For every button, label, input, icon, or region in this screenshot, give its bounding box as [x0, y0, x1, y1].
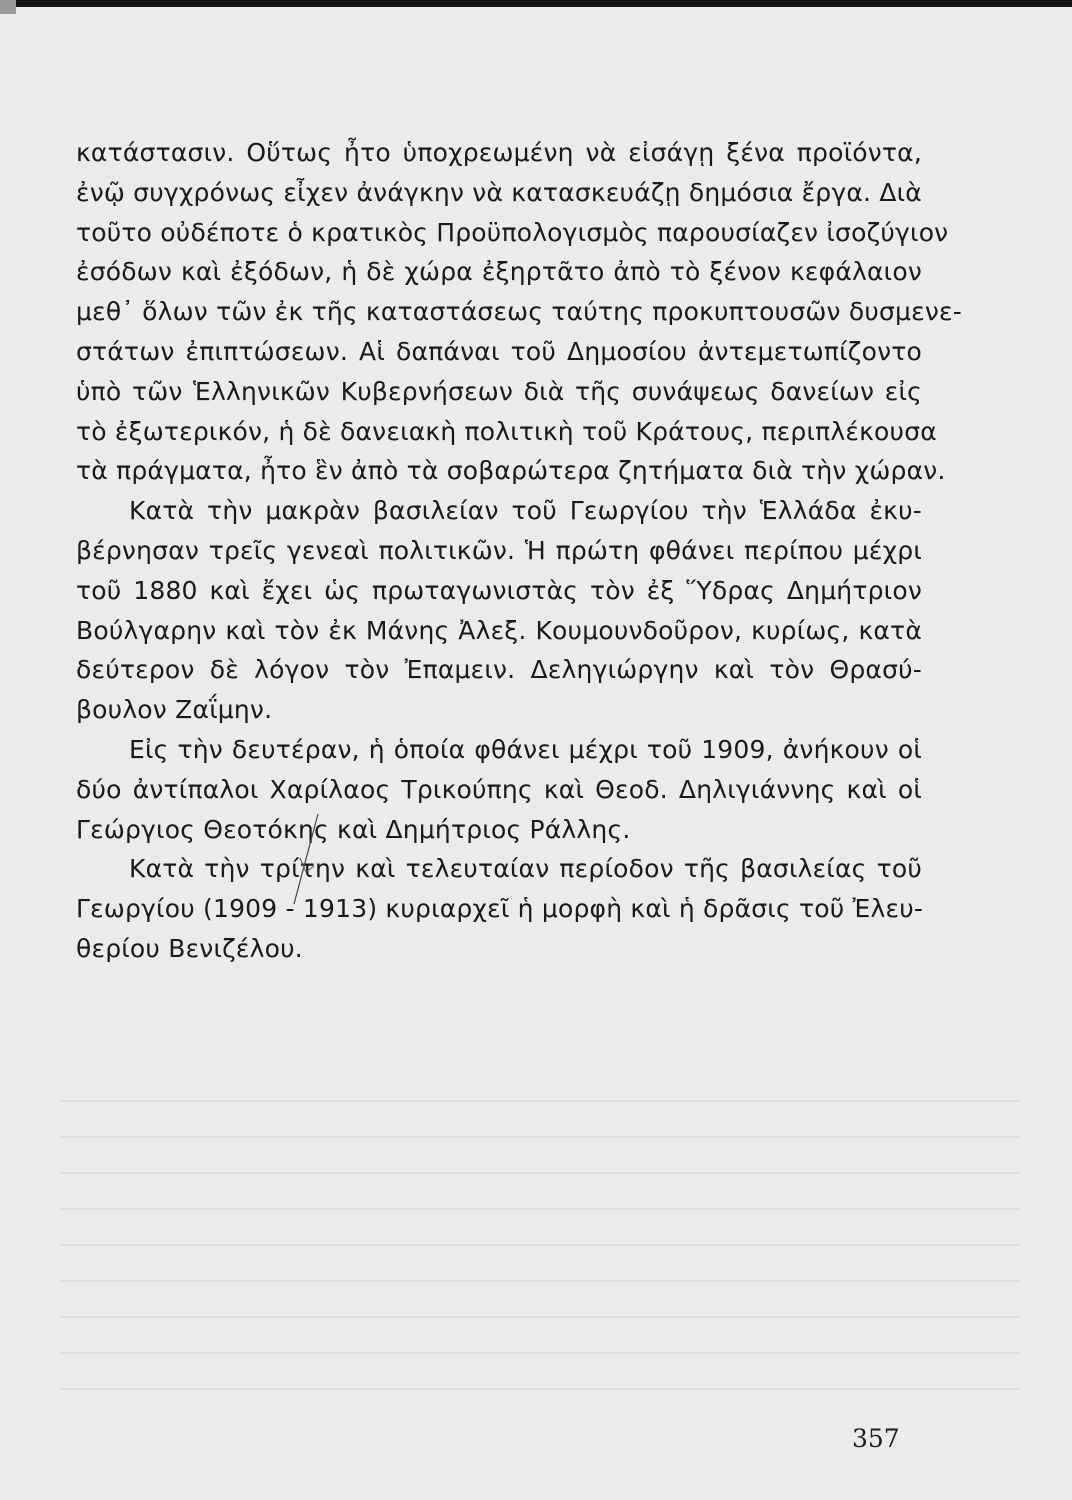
text-line: Γεωργίου (1909 - 1913) κυριαρχεῖ ἡ μορφὴ καὶ ἡ δρᾶσις τοῦ Ἐλευ- [76, 894, 924, 924]
text-line: κατάστασιν. Οὕτως ἦτο ὑποχρεωμένη νὰ εἰσάγῃ ξένα προϊόντα, [76, 138, 922, 167]
page-number: 357 [852, 1424, 900, 1453]
text-line: δύο ἀντίπαλοι Χαρίλαος Τρικούπης καὶ Θεοδ. Δηλιγιάννης καὶ οἱ [76, 774, 922, 804]
text-line: τοῦτο οὐδέποτε ὁ κρατικὸς Προϋπολογισμὸς παρουσίαζεν ἰσοζύγιον [76, 217, 949, 247]
text-line: Κατὰ τὴν τρίτην καὶ τελευταίαν περίοδον τῆς βασιλείας τοῦ [129, 854, 922, 884]
text-line: βέρνησαν τρεῖς γενεαὶ πολιτικῶν. Ἡ πρώτη φθάνει περίπου μέχρι [76, 535, 922, 565]
text-line: μεθ᾽ ὅλων τῶν ἐκ τῆς καταστάσεως ταύτης προκυπτουσῶν δυσμενε- [76, 297, 962, 327]
text-line: θερίου Βενιζέλου. [76, 933, 303, 963]
pencil-mark [280, 808, 360, 918]
text-line: τὰ πράγματα, ἦτο ἓν ἀπὸ τὰ σοβαρώτερα ζητήματα διὰ τὴν χώραν. [76, 456, 946, 486]
text-line: Κατὰ τὴν μακρὰν βασιλείαν τοῦ Γεωργίου τὴν Ἑλλάδα ἐκυ- [129, 496, 922, 526]
text-line: Εἰς τὴν δευτέραν, ἡ ὁποία φθάνει μέχρι τοῦ 1909, ἀνήκουν οἱ [129, 734, 922, 764]
text-line: τοῦ 1880 καὶ ἔχει ὡς πρωταγωνιστὰς τὸν ἐξ Ὕδρας Δημήτριον [76, 575, 922, 605]
text-line: Γεώργιος Θεοτόκης καὶ Δημήτριος Ράλλης. [76, 814, 631, 844]
bleed-through-shadow [60, 1100, 1020, 1400]
text-line: Βούλγαρην καὶ τὸν ἐκ Μάνης Ἀλεξ. Κουμουνδοῦρον, κυρίως, κατὰ [76, 615, 922, 645]
page-body [76, 133, 962, 969]
text-line: δεύτερον δὲ λόγον τὸν Ἐπαμειν. Δεληγιώργην καὶ τὸν Θρασύ- [76, 655, 922, 685]
text-line: τὸ ἐξωτερικόν, ἡ δὲ δανειακὴ πολιτικὴ τοῦ Κράτους, περιπλέκουσα [76, 416, 937, 446]
text-line: στάτων ἐπιπτώσεων. Αἱ δαπάναι τοῦ Δημοσίου ἀντεμετωπίζοντο [76, 336, 922, 366]
text-line: ἐνῷ συγχρόνως εἶχεν ἀνάγκην νὰ κατασκευάζῃ δημόσια ἔργα. Διὰ [76, 177, 922, 207]
text-line: ὑπὸ τῶν Ἑλληνικῶν Κυβερνήσεων διὰ τῆς συνάψεως δανείων εἰς [76, 376, 922, 406]
text-line: ἐσόδων καὶ ἐξόδων, ἡ δὲ χώρα ἐξηρτᾶτο ἀπὸ τὸ ξένον κεφάλαιον [76, 257, 922, 287]
scan-corner-mark [0, 0, 16, 14]
scan-top-edge [0, 0, 1072, 7]
text-line: βουλον Ζαΐμην. [76, 695, 273, 725]
